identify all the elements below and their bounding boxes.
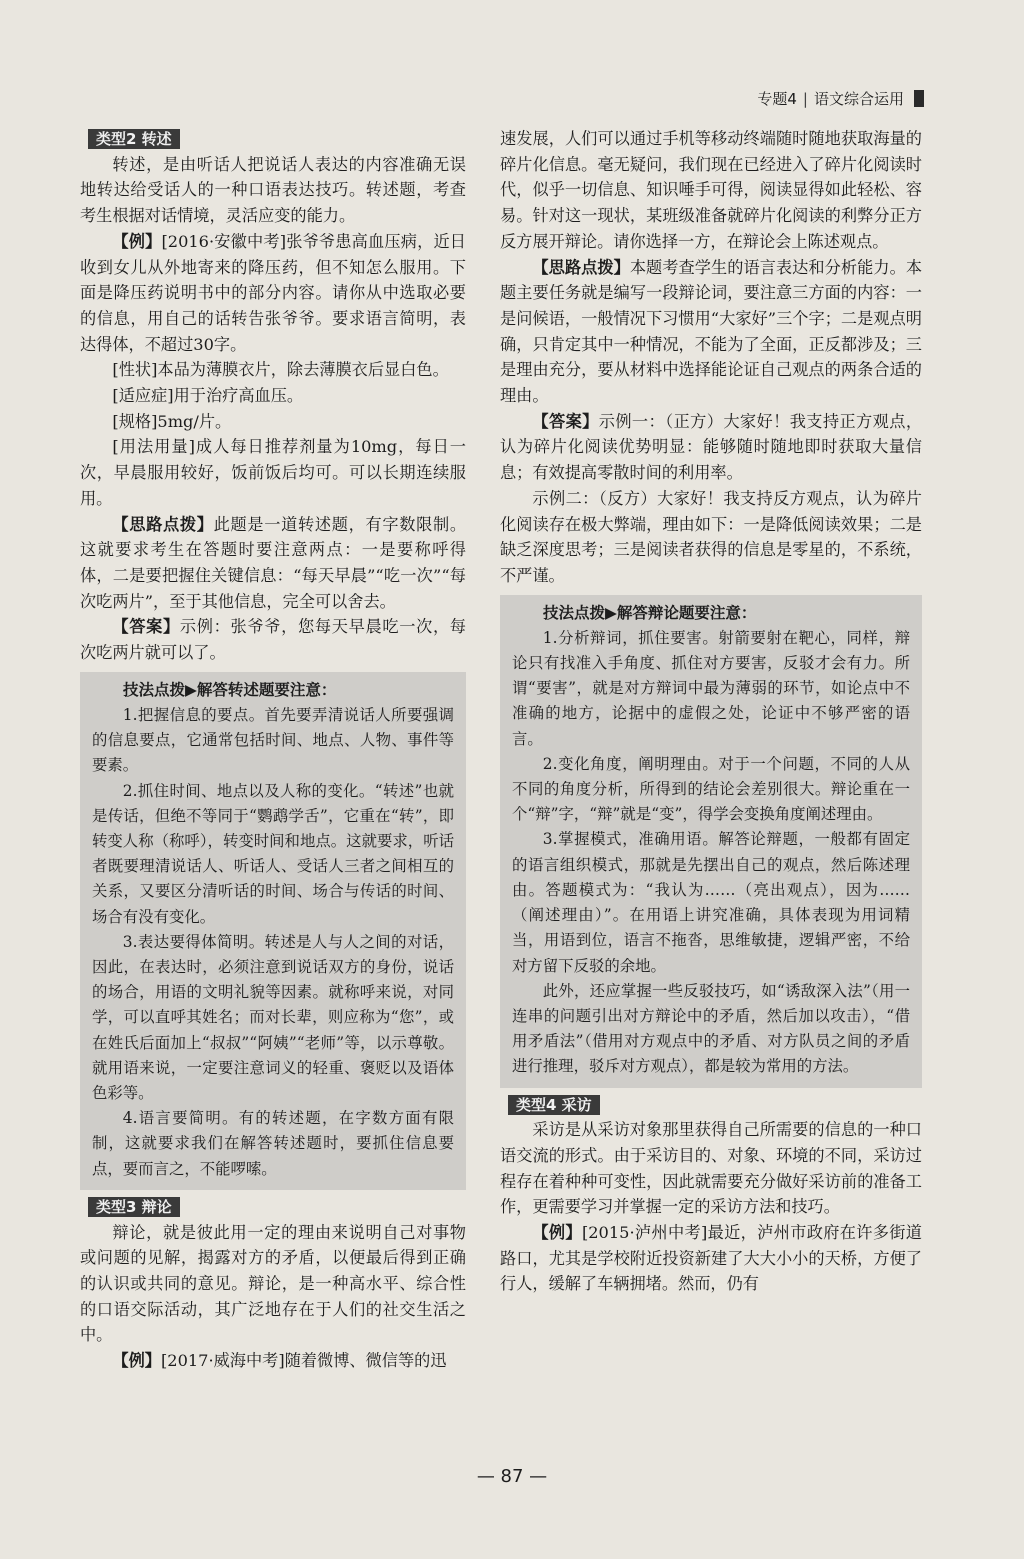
- drug-item-3: [规格]5mg/片。: [112, 411, 232, 431]
- drug-item-2: [适应症]用于治疗高血压。: [112, 386, 304, 406]
- answer-tag: 【答案】: [532, 411, 599, 431]
- type2-analysis: [80, 512, 466, 615]
- page-number: — 87 —: [476, 1466, 548, 1487]
- header-separator: |: [802, 89, 808, 108]
- type2-answer: [80, 614, 466, 665]
- example-source: [2015·泸州中考]: [581, 1223, 708, 1243]
- type2-example: [80, 229, 466, 358]
- page-header: [757, 88, 924, 109]
- example-tag: 【例】: [112, 231, 162, 251]
- type3-example: [80, 1348, 466, 1374]
- analysis-text: 此题是一道转述题，有字数限制。这就要求考生在答题时要注意两点：一是要称呼得体，二是要把握住关键信息：“每天早晨”“吃一次”“每次吃两片”，至于其他信息，完全可以舍去。: [80, 514, 467, 611]
- debate-analysis: [500, 255, 922, 409]
- example-text: 最近，泸州市政府在许多街道路口，尤其是学校附近投资新建了大大小小的天桥，方便了行人，缓解了车辆拥堵。然而，仍有: [500, 1223, 922, 1294]
- tips-box-debate: [500, 595, 922, 1088]
- tips-paragraph: 3.掌握模式，准确用语。解答论辩题，一般都有固定的语言组织模式，那就是先摆出自己的观点，然后陈述理由。答题模式为：“我认为……（亮出观点），因为……（阐述理由）”。在用语上讲究准确，具体表现为用词精当，用语到位，语言不拖沓，思维敏捷，逻辑严密，不给对方留下反驳的余地。: [512, 830, 910, 975]
- example-text: 张爷爷患高血压病，近日收到女儿从外地寄来的降压药，但不知怎么服用。下面是降压药说明书中的部分内容。请你从中选取必要的信息，用自己的话转告张爷爷。要求语言简明，表达得体，不超过30字。: [80, 231, 466, 354]
- answer-text: 示例：张爷爷，您每天早晨吃一次，每次吃两片就可以了。: [80, 617, 466, 663]
- type2-intro: 转述，是由听话人把说话人表达的内容准确无误地转达给受话人的一种口语表达技巧。转述题，考查考生根据对话情境，灵活应变的能力。: [80, 154, 466, 226]
- example-text: 随着微博、微信等的迅: [284, 1351, 447, 1371]
- analysis-tag: 【思路点拨】: [532, 257, 630, 277]
- topic-label: 专题4: [757, 90, 797, 108]
- debate-answer-1: [500, 409, 922, 486]
- drug-item-1: [性状]本品为薄膜衣片，除去薄膜衣后显白色。: [112, 360, 449, 380]
- tips-paragraph: 4.语言要简明。有的转述题，在字数方面有限制，这就要求我们在解答转述题时，要抓住信息要点，要而言之，不能啰嗦。: [92, 1109, 454, 1178]
- answer-text: 示例一：（正方）大家好！我支持正方观点，认为碎片化阅读优势明显：能够随时随地即时获取大量信息；有效提高零散时间的利用率。: [500, 411, 923, 483]
- example-source: [2016·安徽中考]: [161, 231, 287, 251]
- example-source: [2017·威海中考]: [160, 1351, 285, 1371]
- tips-paragraph: 2.变化角度，阐明理由。对于一个问题，不同的人从不同的角度分析，所得到的结论会差别很大。辩论重在一个“辩”字，“辩”就是“变”，得学会变换角度阐述理由。: [512, 754, 910, 824]
- type2-label: 类型2 转述: [88, 129, 180, 149]
- type4-example: [500, 1220, 922, 1297]
- tips-paragraph: 此外，还应掌握一些反驳技巧，如“诱敌深入法”（用一连串的问题引出对方辩论中的矛盾，然后加以攻击），“借用矛盾法”（借用对方观点中的矛盾、对方队员之间的矛盾进行推理，驳斥对方观点），都是较为常用的方法。: [512, 981, 910, 1076]
- type4-label: 类型4 采访: [508, 1095, 600, 1115]
- type3-intro: 辩论，就是彼此用一定的理由来说明自己对事物或问题的见解，揭露对方的矛盾，以便最后得到正确的认识或共同的意见。辩论，是一种高水平、综合性的口语交际活动，其广泛地存在于人们的社交生活之中。: [80, 1222, 466, 1345]
- tips-paragraph: 1.把握信息的要点。首先要弄清说话人所要强调的信息要点，它通常包括时间、地点、人物、事件等要素。: [92, 705, 454, 775]
- tips-box-title: 技法点拨▶解答转述题要注意：: [123, 680, 337, 699]
- type3-label: 类型3 辩论: [88, 1197, 180, 1217]
- tips-box-title: 技法点拨▶解答辩论题要注意：: [543, 603, 757, 622]
- answer-tag: 【答案】: [112, 617, 180, 637]
- analysis-tag: 【思路点拨】: [112, 514, 214, 534]
- analysis-text: 本题考查学生的语言表达和分析能力。本题主要任务就是编写一段辩论词，要注意三方面的内容：一是问候语，一般情况下习惯用“大家好”三个字；二是观点明确，只肯定其中一种情况，不能为了全面，正反都涉及；三是理由充分，要从材料中选择能论证自己观点的两条合适的理由。: [500, 257, 923, 406]
- header-block-mark: [914, 90, 924, 107]
- right-column: [500, 126, 922, 1297]
- left-column: [80, 126, 466, 1374]
- tips-paragraph: 1.分析辩词，抓住要害。射箭要射在靶心，同样，辩论只有找准入手角度、抓住对方要害，反驳才会有力。所谓“要害”，就是对方辩词中最为薄弱的环节，如论点中不准确的地方，论据中的虚假之处，论证中不够严密的语言。: [512, 628, 910, 748]
- debate-continuation: 速发展，人们可以通过手机等移动终端随时随地获取海量的碎片化信息。毫无疑问，我们现在已经进入了碎片化阅读时代，似乎一切信息、知识唾手可得，阅读显得如此轻松、容易。针对这一现状，某班级准备就碎片化阅读的利弊分正方反方展开辩论。请你选择一方，在辩论会上陈述观点。: [500, 129, 922, 251]
- example-tag: 【例】: [112, 1351, 161, 1371]
- type4-intro: 采访是从采访对象那里获得自己所需要的信息的一种口语交流的形式。由于采访目的、对象、环境的不同，采访过程存在着种种可变性，因此就需要充分做好采访前的准备工作，更需要学习并掌握一定的采访方法和技巧。: [500, 1120, 922, 1217]
- subject-label: 语文综合运用: [813, 90, 904, 108]
- tips-paragraph: 3.表达要得体简明。转述是人与人之间的对话，因此，在表达时，必须注意到说话双方的身份，说话的场合，用语的文明礼貌等因素。就称呼来说，对同学，可以直呼其姓名；而对长辈，则应称为“您”，或在姓氏后面加上“叔叔”“阿姨”“老师”等，以示尊敬。就用语来说，一定要注意词义的轻重、褒贬以及语体色彩等。: [92, 932, 454, 1103]
- drug-item-4: [用法用量]成人每日推荐剂量为10mg，每日一次，早晨服用较好，饭前饭后均可。可以长期连续服用。: [80, 437, 466, 508]
- tips-box-retell: [80, 672, 466, 1190]
- tips-paragraph: 2.抓住时间、地点以及人称的变化。“转述”也就是传话，但绝不等同于“鹦鹉学舌”，它重在“转”，即转变人称（称呼），转变时间和地点。这就要求，听话者既要理清说话人、听话人、受话人三者之间相互的关系，又要区分清听话的时间、场合与传话的时间、场合有没有变化。: [92, 781, 454, 926]
- example-tag: 【例】: [532, 1223, 582, 1243]
- debate-answer-2: 示例二：（反方）大家好！我支持反方观点，认为碎片化阅读存在极大弊端，理由如下：一是降低阅读效果；二是缺乏深度思考；三是阅读者获得的信息是零星的，不系统，不严谨。: [500, 488, 922, 585]
